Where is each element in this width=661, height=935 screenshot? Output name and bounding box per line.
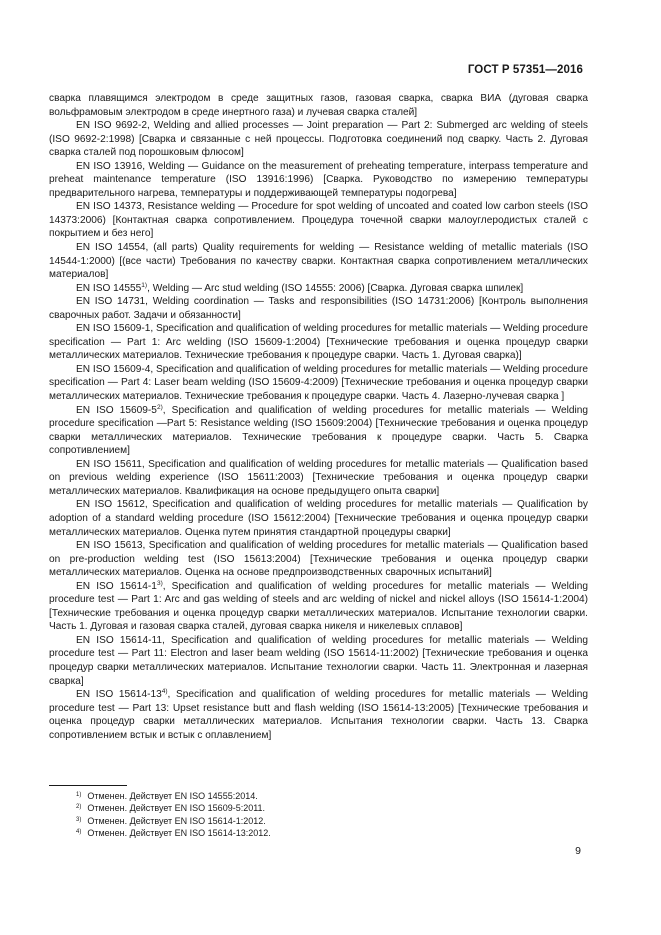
reference-paragraph <box>49 282 588 296</box>
footnote-mark: 1) <box>76 792 82 798</box>
standard-designation: ГОСТ Р 57351—2016 <box>467 64 583 76</box>
footnote-mark: 2) <box>76 804 82 811</box>
reference-text: EN ISO 15613, Specification and qualification of welding procedures for metallic materials — Qualification based on pre-production welding test (ISO 15613:2004) [Технические требования и оценка процедур сварки металлических материалов. Оценка на основе предпроизводственных сварочных испытаний] <box>49 540 588 579</box>
reference-text: EN ISO 15614-11, Specification and qualification of welding procedures for metallic materials — Welding procedure test — Part 11: Electron and laser beam welding (ISO 15614-11:2002) [Технические требования и оценка процедур сварки металлических материалов. Испытание технологии сварки. Часть 11. Электронная и лазерная сварка] <box>49 634 588 687</box>
footnotes <box>76 790 271 839</box>
reference-paragraph <box>49 295 588 322</box>
footnote-marker: 2) <box>156 403 163 411</box>
reference-text: EN ISO 15611, Specification and qualification of welding procedures for metallic materials — Qualification based on previous welding experience (ISO 15611:2003) [Технические требования и оценка процедур сварки металлических материалов. Квалификация на основе предыдущего опыта сварки] <box>49 458 588 497</box>
footnote-marker: 4) <box>161 688 168 696</box>
reference-text: , Specification and qualification of welding procedures for metallic materials — Welding procedure test — Part 1: Arc and gas welding of steels and arc welding of nickel and nickel alloys (ISO 15614-1:2004) [Технические требования и оценка процедур сварки металлических материалов. Испытание технологии сварки. Часть 1. Дуговая и газовая сварка сталей, дуговая сварка никеля и никелевых сплавов] <box>49 580 588 633</box>
reference-text: сварка плавящимся электродом в среде защитных газов, газовая сварка, сварка ВИА (дуговая сварка вольфрамовым электродом в среде инертного газа) и лучевая сварка сталей] <box>49 93 588 118</box>
page-number: 9 <box>575 845 581 857</box>
reference-paragraph <box>49 634 588 688</box>
reference-text: EN ISO 13916, Welding — Guidance on the measurement of preheating temperature, interpass temperature and preheat maintenance temperature (ISO 13916:1996) [Сварка. Руководство по измерению температуры предварительного нагрева, температуры и поддерживающей температуры подогрева] <box>49 160 588 199</box>
footnote-divider <box>49 785 127 786</box>
reference-paragraph <box>49 404 588 458</box>
reference-paragraph <box>49 580 588 634</box>
reference-text: EN ISO 15609-1, Specification and qualification of welding procedures for metallic materials — Welding procedure specification — Part 1: Arc welding (ISO 15609-1:2004) [Технические требования и оценка процедур сварки металлических материалов. Технические требования к процедуре сварки. Часть 1. Дуговая сварка)] <box>49 323 588 362</box>
reference-paragraph <box>49 200 588 241</box>
reference-paragraph <box>49 119 588 160</box>
footnote-text: Отменен. Действует EN ISO 14555:2014. <box>87 791 258 801</box>
footnote-text: Отменен. Действует EN ISO 15609-5:2011. <box>87 803 266 814</box>
reference-text: , Welding — Arc stud welding (ISO 14555: 2006) [Сварка. Дуговая сварка шпилек] <box>147 282 524 294</box>
reference-paragraph <box>49 322 588 363</box>
reference-text: EN ISO 14731, Welding coordination — Tasks and responsibilities (ISO 14731:2006) [Контроль выполнения сварочных работ. Задачи и обязанности] <box>49 296 588 321</box>
reference-text: EN ISO 14554, (all parts) Quality requirements for welding — Resistance welding of metallic materials (ISO 14544-1:2000) [(все части) Требования по качеству сварки. Контактная сварка сопротивлением металлических материалов] <box>49 242 588 281</box>
footnote <box>76 815 271 827</box>
reference-paragraph <box>49 498 588 539</box>
reference-text: EN ISO 15609-4, Specification and qualification of welding procedures for metallic materials — Welding procedure specification — Part 4: Laser beam welding (ISO 15609-4:2009) [Технические требования и оценка процедур сварки металлических материалов. Технические требования к процедуре сварки. Часть 4. Лазерно-лучевая сварка ] <box>49 363 588 403</box>
footnote-mark: 4) <box>76 828 82 835</box>
reference-code: EN ISO 15614-13 <box>76 689 162 701</box>
reference-paragraph <box>49 458 588 499</box>
footnote-marker: 3) <box>156 579 163 587</box>
reference-text: EN ISO 15612, Specification and qualification of welding procedures for metallic materials — Qualification by adoption of a standard welding procedure (ISO 15612:2004) [Технические требования и оценка процедур сварки металлических материалов. Оценка путем принятия стандартной процедуры сварки] <box>49 499 588 538</box>
reference-paragraph <box>49 241 588 282</box>
reference-paragraph <box>49 363 588 404</box>
footnote <box>76 790 271 802</box>
reference-code: EN ISO 15614-1 <box>76 580 157 592</box>
reference-paragraph <box>49 539 588 580</box>
references-body <box>49 92 588 742</box>
footnote <box>76 827 271 839</box>
footnote-text: Отменен. Действует EN ISO 15614-1:2012. <box>87 815 266 826</box>
reference-text: EN ISO 14373, Resistance welding — Procedure for spot welding of uncoated and coated low carbon steels (ISO 14373:2006) [Контактная сварка сопротивлением. Процедура точечной сварки малоуглеродистых сталей с покрытием и без него] <box>49 201 588 240</box>
reference-paragraph <box>49 160 588 201</box>
footnote <box>76 802 271 814</box>
footnote-marker: 1) <box>141 281 148 289</box>
reference-paragraph <box>49 688 588 742</box>
reference-code: EN ISO 15609-5 <box>76 404 157 416</box>
reference-code: EN ISO 14555 <box>76 282 142 294</box>
reference-text: EN ISO 9692-2, Welding and allied processes — Joint preparation — Part 2: Submerged arc welding of steels (ISO 9692-2:1998) [Сварка и связанные с ней процессы. Подготовка соединений под сварку. Часть 2. Дуговая сварка сталей под порошковым флюсом] <box>49 120 588 159</box>
reference-text: , Specification and qualification of welding procedures for metallic materials — Welding procedure test — Part 13: Upset resistance butt and flash welding (ISO 15614-13:2005) [Технические требования и оценка процедур сварки металлических материалов. Испытания технологии сварки. Часть 13. Сварка сопротивлением встык и встык с оплавлением] <box>49 689 588 741</box>
reference-paragraph <box>49 92 588 119</box>
footnote-mark: 3) <box>76 816 82 823</box>
footnote-text: Отменен. Действует EN ISO 15614-13:2012. <box>87 827 271 838</box>
reference-text: , Specification and qualification of welding procedures for metallic materials — Welding procedure specification —Part 5: Resistance welding (ISO 15609:2004) [Технические требования и оценка процедур сварки металлических материалов. Технические требования к процедуре сварки. Часть 5. Сварка сопротивлением] <box>49 404 588 457</box>
